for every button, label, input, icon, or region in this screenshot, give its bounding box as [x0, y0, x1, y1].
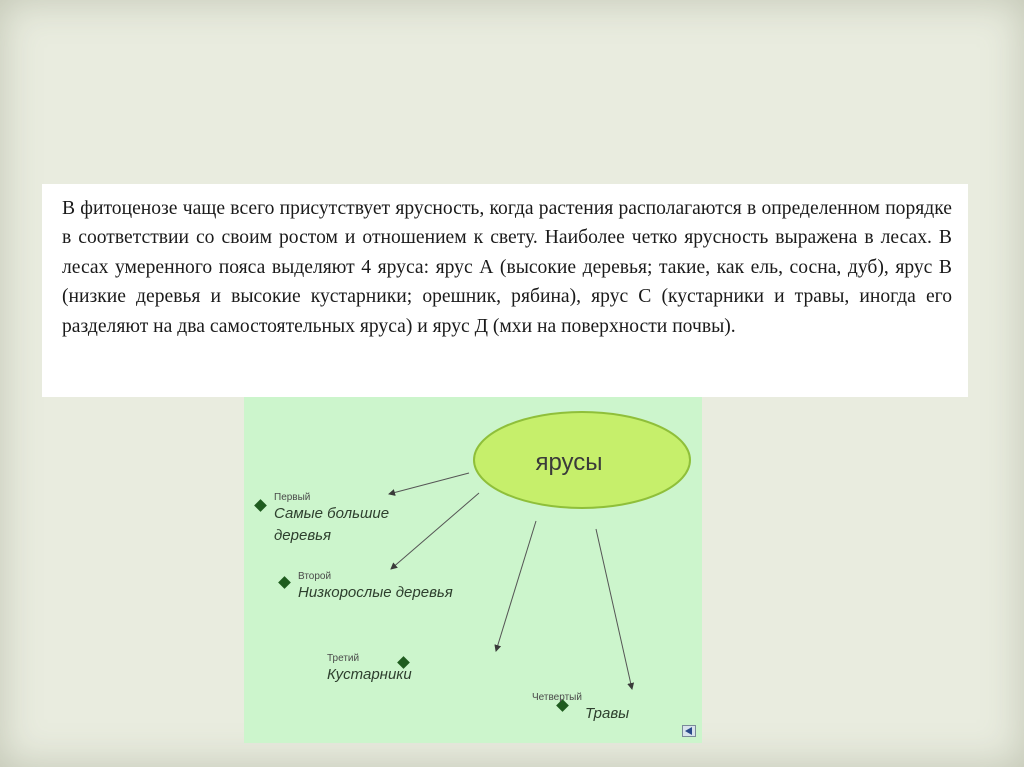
- tier-fourth-number: Четвертый: [532, 692, 582, 703]
- tier-first-label-line1: Самые большие: [274, 505, 390, 522]
- arrow-to-fourth: [596, 529, 632, 689]
- tier-second-number: Второй: [298, 571, 332, 582]
- tiers-diagram: [244, 397, 702, 743]
- previous-slide-icon[interactable]: [682, 725, 696, 737]
- tier-third-number: Третий: [327, 653, 360, 664]
- tier-fourth: [532, 692, 629, 725]
- tier-third-label: Кустарники: [327, 666, 412, 683]
- tier-second-label: Низкорослые деревья: [298, 584, 453, 601]
- center-label: ярусы: [535, 449, 603, 476]
- tier-fourth-label: Травы: [585, 705, 630, 722]
- tier-description-paragraph: В фитоценозе чаще всего присутствует ярусность, когда растения располагаются в определенном порядке в соответствии со своим ростом и отношением к свету. Наиболее четко ярусность выражена в лесах. В лесах умеренного пояса выделяют 4 яруса: ярус А (высокие деревья; такие, как ель, сосна, дуб), ярус В (низкие деревья и высокие кустарники; орешник, рябина), ярус С (кустарники и травы, иногда его разделяют на два самостоятельных яруса) и ярус Д (мхи на поверхности почвы).: [62, 198, 952, 337]
- tier-first: [274, 492, 389, 547]
- diagram-svg: [244, 397, 702, 743]
- arrow-to-third: [496, 521, 536, 651]
- arrow-to-second: [391, 493, 479, 569]
- tier-first-number: Первый: [274, 492, 311, 503]
- text-panel: [42, 184, 968, 397]
- tier-second: [298, 571, 453, 604]
- arrow-to-first: [389, 473, 469, 494]
- tier-first-label-line2: деревья: [274, 527, 332, 544]
- tier-third: [327, 653, 412, 686]
